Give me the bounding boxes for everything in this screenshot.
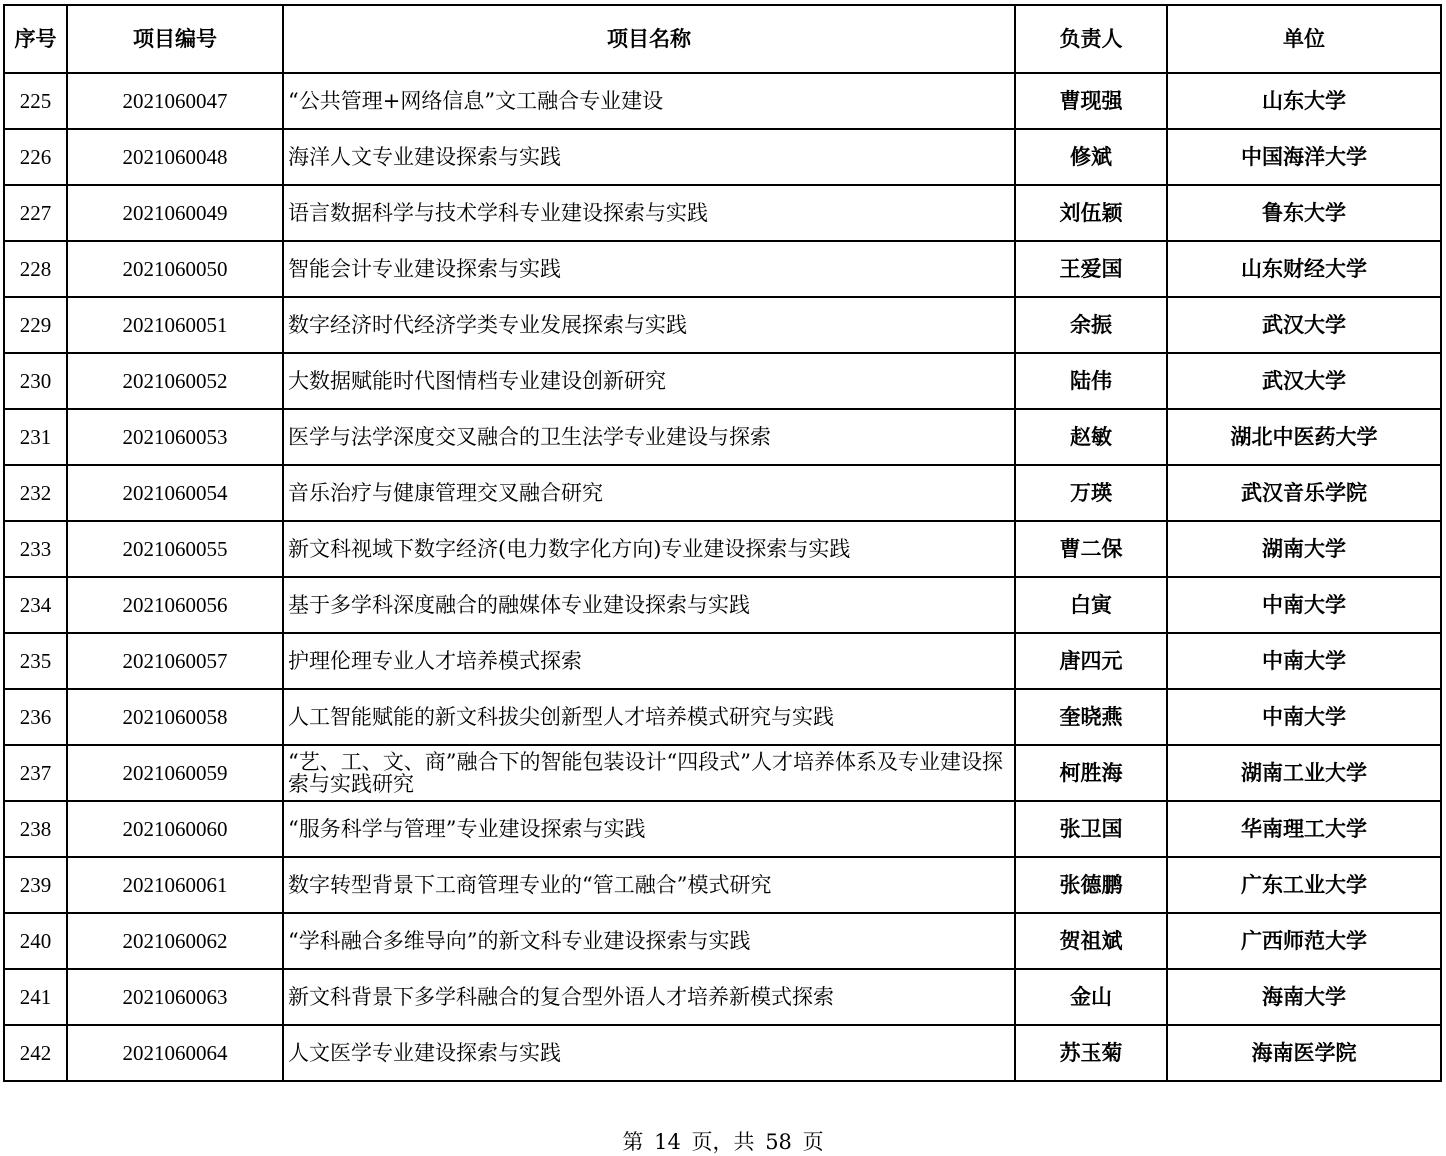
cell-project-name: 音乐治疗与健康管理交叉融合研究 (283, 465, 1015, 521)
cell-project-name: 数字经济时代经济学类专业发展探索与实践 (283, 297, 1015, 353)
cell-project-code: 2021060052 (67, 353, 283, 409)
table-row (4, 185, 1441, 241)
cell-person: 金山 (1015, 969, 1167, 1025)
cell-person: 苏玉菊 (1015, 1025, 1167, 1081)
header-code: 项目编号 (67, 5, 283, 73)
cell-project-code: 2021060054 (67, 465, 283, 521)
cell-person: 唐四元 (1015, 633, 1167, 689)
table-row (4, 353, 1441, 409)
cell-unit: 广东工业大学 (1167, 857, 1441, 913)
cell-unit: 鲁东大学 (1167, 185, 1441, 241)
cell-project-name: 海洋人文专业建设探索与实践 (283, 129, 1015, 185)
footer-prefix: 第 (622, 1130, 644, 1154)
cell-project-code: 2021060063 (67, 969, 283, 1025)
cell-index: 236 (4, 689, 67, 745)
cell-index: 232 (4, 465, 67, 521)
table-row (4, 241, 1441, 297)
projects-table (3, 4, 1442, 1082)
cell-project-code: 2021060057 (67, 633, 283, 689)
cell-person: 贺祖斌 (1015, 913, 1167, 969)
cell-index: 238 (4, 801, 67, 857)
cell-unit: 中南大学 (1167, 577, 1441, 633)
cell-project-name: “学科融合多维导向”的新文科专业建设探索与实践 (283, 913, 1015, 969)
cell-project-code: 2021060060 (67, 801, 283, 857)
cell-person: 赵敏 (1015, 409, 1167, 465)
table-row (4, 577, 1441, 633)
cell-index: 240 (4, 913, 67, 969)
cell-unit: 中南大学 (1167, 633, 1441, 689)
cell-project-code: 2021060049 (67, 185, 283, 241)
cell-index: 234 (4, 577, 67, 633)
cell-person: 张德鹏 (1015, 857, 1167, 913)
cell-unit: 湖南大学 (1167, 521, 1441, 577)
cell-project-code: 2021060056 (67, 577, 283, 633)
cell-unit: 湖南工业大学 (1167, 745, 1441, 801)
cell-unit: 中国海洋大学 (1167, 129, 1441, 185)
cell-unit: 华南理工大学 (1167, 801, 1441, 857)
cell-person: 陆伟 (1015, 353, 1167, 409)
table-row (4, 1025, 1441, 1081)
cell-project-code: 2021060059 (67, 745, 283, 801)
table-row (4, 801, 1441, 857)
table-row (4, 521, 1441, 577)
cell-index: 233 (4, 521, 67, 577)
cell-person: 奎晓燕 (1015, 689, 1167, 745)
cell-project-name: 大数据赋能时代图情档专业建设创新研究 (283, 353, 1015, 409)
cell-project-name: 护理伦理专业人才培养模式探索 (283, 633, 1015, 689)
cell-index: 230 (4, 353, 67, 409)
cell-project-code: 2021060064 (67, 1025, 283, 1081)
header-row (4, 5, 1441, 73)
cell-person: 曹现强 (1015, 73, 1167, 129)
cell-index: 242 (4, 1025, 67, 1081)
cell-project-code: 2021060062 (67, 913, 283, 969)
cell-project-code: 2021060051 (67, 297, 283, 353)
cell-project-name: 智能会计专业建设探索与实践 (283, 241, 1015, 297)
cell-unit: 武汉大学 (1167, 353, 1441, 409)
table-row (4, 745, 1441, 801)
table-row (4, 633, 1441, 689)
cell-person: 王爱国 (1015, 241, 1167, 297)
cell-project-code: 2021060050 (67, 241, 283, 297)
table-row (4, 913, 1441, 969)
cell-project-name: 语言数据科学与技术学科专业建设探索与实践 (283, 185, 1015, 241)
cell-person: 柯胜海 (1015, 745, 1167, 801)
header-name: 项目名称 (283, 5, 1015, 73)
header-person: 负责人 (1015, 5, 1167, 73)
cell-project-code: 2021060047 (67, 73, 283, 129)
cell-index: 229 (4, 297, 67, 353)
cell-project-name: “服务科学与管理”专业建设探索与实践 (283, 801, 1015, 857)
cell-person: 曹二保 (1015, 521, 1167, 577)
cell-index: 227 (4, 185, 67, 241)
cell-index: 239 (4, 857, 67, 913)
footer-suffix: 页 (802, 1130, 824, 1154)
cell-index: 241 (4, 969, 67, 1025)
cell-index: 235 (4, 633, 67, 689)
page-footer (0, 1126, 1446, 1156)
table-row (4, 297, 1441, 353)
cell-unit: 广西师范大学 (1167, 913, 1441, 969)
cell-project-name: 新文科视域下数字经济(电力数字化方向)专业建设探索与实践 (283, 521, 1015, 577)
cell-project-name: 人工智能赋能的新文科拔尖创新型人才培养模式研究与实践 (283, 689, 1015, 745)
cell-unit: 海南大学 (1167, 969, 1441, 1025)
cell-project-name: “公共管理+网络信息”文工融合专业建设 (283, 73, 1015, 129)
table-row (4, 409, 1441, 465)
cell-project-code: 2021060061 (67, 857, 283, 913)
cell-unit: 中南大学 (1167, 689, 1441, 745)
cell-person: 张卫国 (1015, 801, 1167, 857)
table-row (4, 73, 1441, 129)
cell-person: 余振 (1015, 297, 1167, 353)
table-row (4, 465, 1441, 521)
cell-person: 白寅 (1015, 577, 1167, 633)
cell-project-name: 人文医学专业建设探索与实践 (283, 1025, 1015, 1081)
cell-person: 万瑛 (1015, 465, 1167, 521)
cell-project-code: 2021060053 (67, 409, 283, 465)
cell-index: 226 (4, 129, 67, 185)
cell-unit: 海南医学院 (1167, 1025, 1441, 1081)
cell-index: 231 (4, 409, 67, 465)
cell-index: 228 (4, 241, 67, 297)
table-row (4, 129, 1441, 185)
footer-mid: 页，共 (691, 1130, 755, 1154)
header-index: 序号 (4, 5, 67, 73)
table-row (4, 689, 1441, 745)
cell-person: 修斌 (1015, 129, 1167, 185)
footer-total-pages: 58 (765, 1130, 792, 1154)
cell-project-name: “艺、工、文、商”融合下的智能包装设计“四段式”人才培养体系及专业建设探索与实践研究 (283, 745, 1015, 801)
cell-project-name: 数字转型背景下工商管理专业的“管工融合”模式研究 (283, 857, 1015, 913)
cell-unit: 武汉大学 (1167, 297, 1441, 353)
cell-unit: 山东大学 (1167, 73, 1441, 129)
cell-index: 237 (4, 745, 67, 801)
cell-index: 225 (4, 73, 67, 129)
header-unit: 单位 (1167, 5, 1441, 73)
cell-unit: 武汉音乐学院 (1167, 465, 1441, 521)
table-row (4, 857, 1441, 913)
cell-project-name: 医学与法学深度交叉融合的卫生法学专业建设与探索 (283, 409, 1015, 465)
footer-page-number: 14 (654, 1130, 681, 1154)
cell-project-name: 新文科背景下多学科融合的复合型外语人才培养新模式探索 (283, 969, 1015, 1025)
cell-unit: 湖北中医药大学 (1167, 409, 1441, 465)
cell-project-name: 基于多学科深度融合的融媒体专业建设探索与实践 (283, 577, 1015, 633)
cell-project-code: 2021060058 (67, 689, 283, 745)
cell-unit: 山东财经大学 (1167, 241, 1441, 297)
cell-person: 刘伍颖 (1015, 185, 1167, 241)
table-row (4, 969, 1441, 1025)
table-body (4, 73, 1441, 1081)
cell-project-code: 2021060055 (67, 521, 283, 577)
cell-project-code: 2021060048 (67, 129, 283, 185)
